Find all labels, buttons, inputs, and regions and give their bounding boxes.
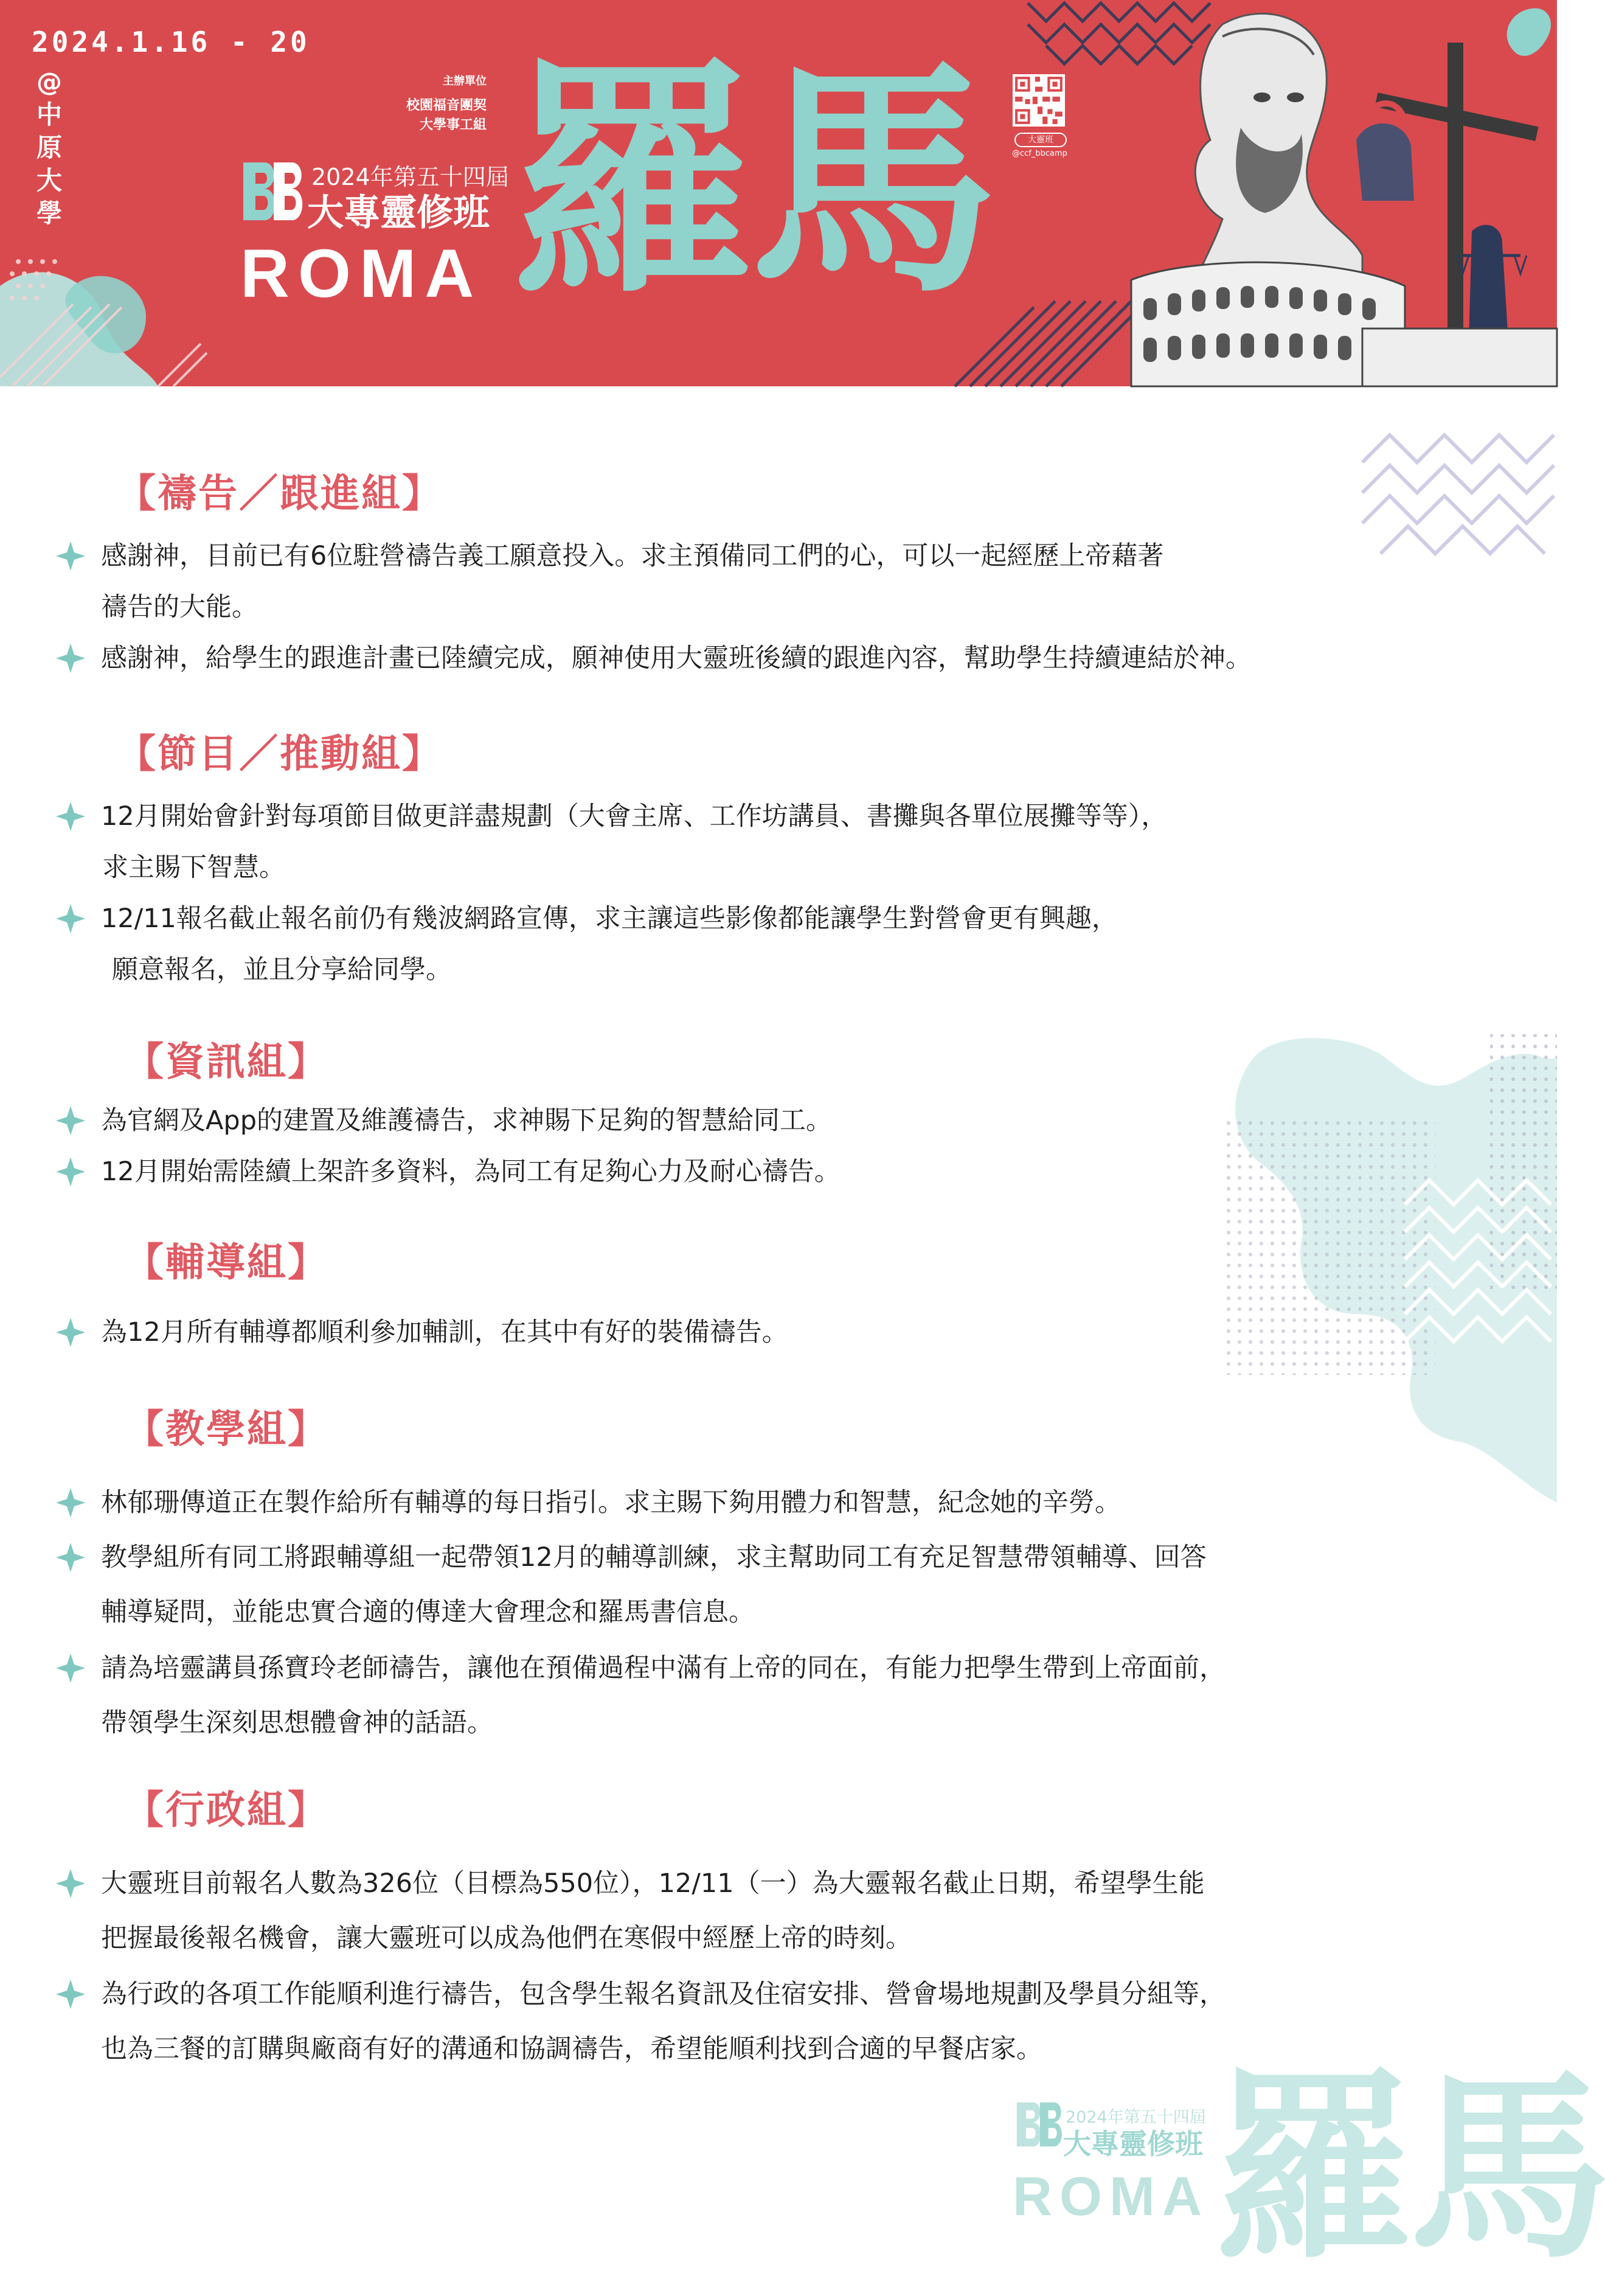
list-item-text: 把握最後報名機會，讓大靈班可以成為他們在寒假中經歷上帝的時刻。 [101, 1923, 912, 1953]
organizer-name: 校園福音團契 [406, 98, 487, 113]
list-item-text: 輔導疑問，並能忠實合適的傳達大會理念和羅馬書信息。 [101, 1597, 755, 1627]
footer-bb-logo-icon [1014, 2100, 1063, 2149]
camp-edition: 2024年第五十四屆 [311, 164, 509, 190]
list-item-text: 感謝神，目前已有6位駐營禱告義工願意投入。求主預備同工們的心，可以一起經歷上帝藉著 [101, 541, 1164, 571]
footer-roma-wordmark: ROMA [1013, 2166, 1209, 2227]
event-date: 2024.1.16 - 20 [32, 26, 310, 58]
list-item-text: 禱告的大能。 [101, 592, 258, 622]
section-title-administration: 【行政組】 [125, 1788, 328, 1833]
list-item-text: 為行政的各項工作能順利進行禱告，包含學生報名資訊及住宿安排、營會場地規劃及學員分組等， [101, 1979, 1225, 2009]
venue-char: 大 [36, 165, 62, 195]
section-title-prayer-followup: 【禱告／跟進組】 [117, 471, 443, 517]
sparkle-bullet-icon [54, 1104, 88, 1138]
sparkle-bullet-icon [54, 539, 88, 573]
list-item-text: 也為三餐的訂購與廠商有好的溝通和協調禱告，希望能順利找到合適的早餐店家。 [101, 2034, 1042, 2064]
sparkle-bullet-icon [54, 641, 88, 675]
list-item [54, 1482, 1513, 1531]
list-item-text: 為官網及App的建置及維護禱告，求神賜下足夠的智慧給同工。 [101, 1105, 833, 1136]
roma-wordmark: ROMA [240, 235, 483, 311]
rome-title: 羅馬 [510, 39, 990, 326]
footer-camp-name: 大專靈修班 [1063, 2127, 1203, 2160]
list-item [54, 535, 1513, 633]
social-handle: @ccf_bbcamp [1012, 149, 1067, 158]
footer-rome-watermark: 羅馬 [1213, 2052, 1605, 2286]
list-item [54, 1647, 1513, 1757]
list-item-text: 為12月所有輔導都順利參加輔訓，在其中有好的裝備禱告。 [101, 1317, 788, 1348]
camp-name: 大專靈修班 [307, 192, 490, 234]
section-title-program-promotion: 【節目／推動組】 [117, 732, 443, 777]
sparkle-bullet-icon [54, 1977, 88, 2011]
bb-logo-icon [240, 159, 304, 223]
list-item [54, 638, 1513, 686]
section-title-information: 【資訊組】 [125, 1040, 328, 1085]
venue-char: @ [36, 67, 62, 97]
teal-blob-decoration [1204, 1022, 1557, 1503]
organizer-department: 大學事工組 [419, 117, 487, 133]
venue-char: 學 [36, 198, 62, 228]
section-title-teaching: 【教學組】 [125, 1407, 328, 1452]
sparkle-bullet-icon [54, 1866, 88, 1901]
list-item-text: 教學組所有同工將跟輔導組一起帶領12月的輔導訓練，求主幫助同工有充足智慧帶領輔導、回答 [101, 1542, 1207, 1573]
qr-label: 大靈班 [1014, 133, 1067, 147]
list-item-text: 感謝神，給學生的跟進計畫已陸續完成，願神使用大靈班後續的跟進內容，幫助學生持續連結於神。 [101, 643, 1252, 673]
list-item-text: 12月開始會針對每項節目做更詳盡規劃（大會主席、工作坊講員、書攤與各單位展攤等等）， [101, 801, 1168, 832]
header-banner [0, 0, 1557, 386]
list-item [54, 796, 1513, 893]
list-item-text: 請為培靈講員孫寶玲老師禱告，讓他在預備過程中滿有上帝的同在，有能力把學生帶到上帝面前， [101, 1653, 1225, 1683]
venue-char: 原 [36, 133, 62, 162]
rome-illustration [1119, 0, 1557, 386]
sparkle-bullet-icon [54, 1651, 88, 1685]
organizer-label: 主辦單位 [443, 75, 487, 88]
sparkle-bullet-icon [54, 799, 88, 833]
qr-code-icon [1013, 74, 1065, 127]
section-title-counseling: 【輔導組】 [125, 1240, 328, 1285]
list-item-text: 大靈班目前報名人數為326位（目標為550位），12/11（一）為大靈報名截止日期，希望學生能 [101, 1868, 1205, 1899]
list-item-text: 願意報名，並且分享給同學。 [112, 955, 452, 985]
sparkle-bullet-icon [54, 1315, 88, 1349]
list-item-text: 林郁珊傳道正在製作給所有輔導的每日指引。求主賜下夠用體力和智慧，紀念她的辛勞。 [101, 1487, 1121, 1518]
sparkle-bullet-icon [54, 1486, 88, 1520]
sparkle-bullet-icon [54, 1540, 88, 1574]
list-item [54, 898, 1513, 995]
list-item-text: 12月開始需陸續上架許多資料，為同工有足夠心力及耐心禱告。 [101, 1157, 841, 1187]
event-venue [33, 66, 65, 230]
list-item [54, 1863, 1513, 1972]
list-item [54, 1100, 1513, 1149]
sparkle-bullet-icon [54, 1155, 88, 1189]
list-item-text: 12/11報名截止報名前仍有幾波網路宣傳，求主讓這些影像都能讓學生對營會更有興趣， [101, 903, 1118, 934]
list-item-text: 求主賜下智慧。 [102, 852, 285, 883]
list-item-text: 帶領學生深刻思想體會神的話語。 [101, 1708, 493, 1738]
sparkle-bullet-icon [54, 902, 88, 936]
venue-char: 中 [36, 100, 62, 130]
footer-edition: 2024年第五十四屆 [1066, 2108, 1206, 2127]
list-item [54, 1312, 1513, 1360]
list-item [54, 1537, 1513, 1646]
list-item [54, 1151, 1513, 1200]
